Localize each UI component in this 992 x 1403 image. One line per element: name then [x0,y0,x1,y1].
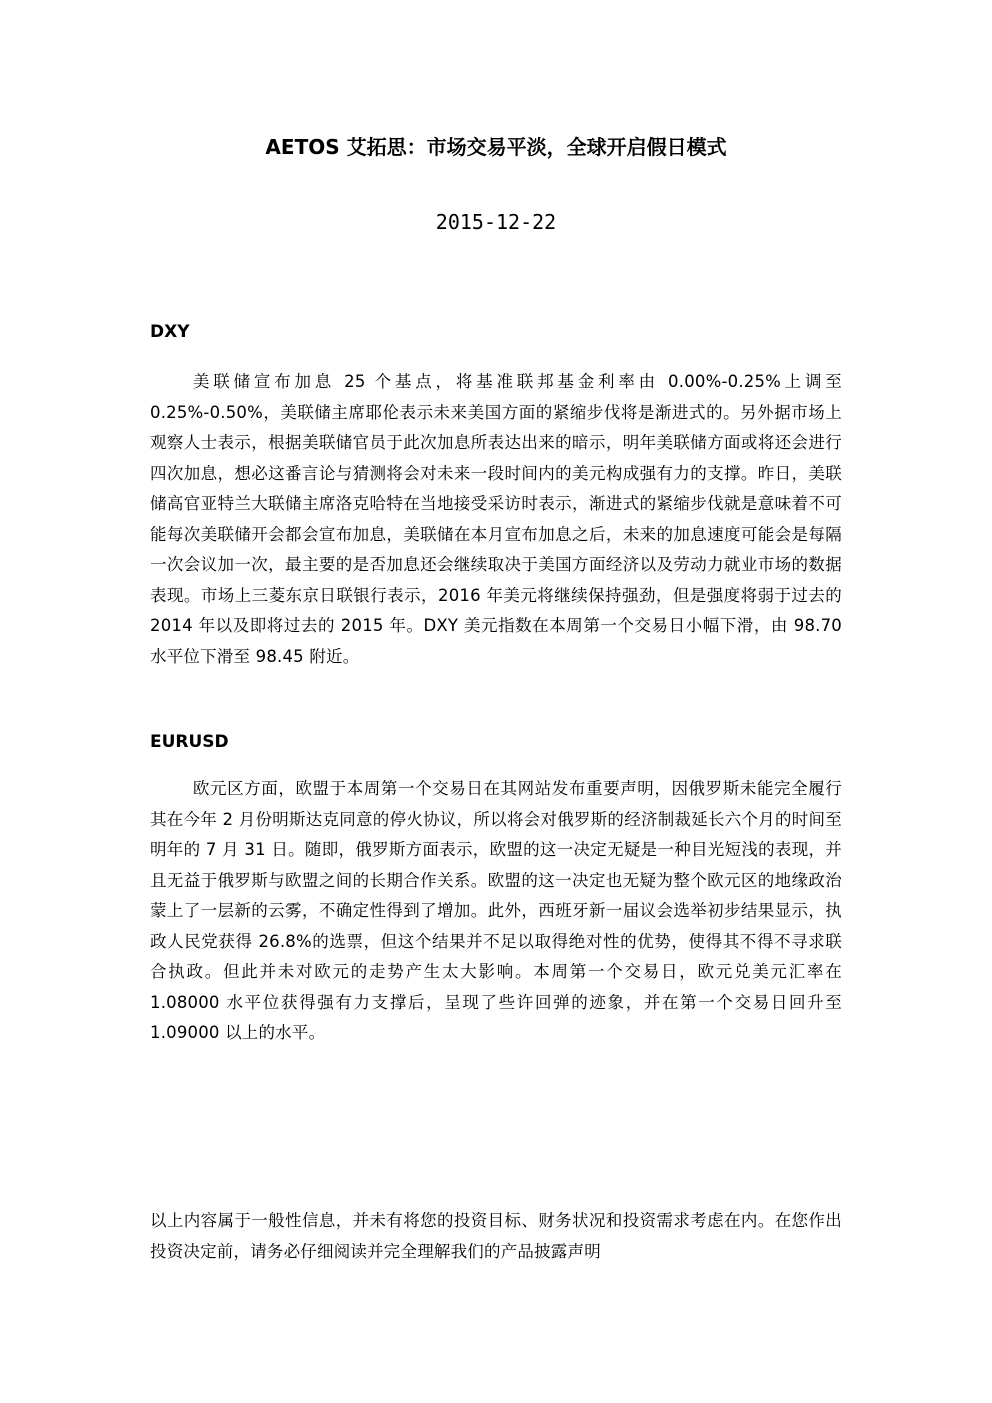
section-body-dxy: 美联储宣布加息 25 个基点，将基准联邦基金利率由 0.00%-0.25%上调至 0.25%-0.50%，美联储主席耶伦表示未来美国方面的紧缩步伐将是渐进式的。另外据市场上观察人士表示，根据美联储官员于此次加息所表达出来的暗示，明年美联储方面或将还会进行四次加息，想必这番言论与猜测将会对未来一段时间内的美元构成强有力的支撑。昨日，美联储高官亚特兰大联储主席洛克哈特在当地接受采访时表示，渐进式的紧缩步伐就是意味着不可能每次美联储开会都会宣布加息，美联储在本月宣布加息之后，未来的加息速度可能会是每隔一次会议加一次，最主要的是否加息还会继续取决于美国方面经济以及劳动力就业市场的数据表现。市场上三菱东京日联银行表示，2016 年美元将继续保持强劲，但是强度将弱于过去的 2014 年以及即将过去的 2015 年。DXY 美元指数在本周第一个交易日小幅下滑，由 98.70 水平位下滑至 98.45 附近。 [150,372,842,666]
section-body-eurusd: 欧元区方面，欧盟于本周第一个交易日在其网站发布重要声明，因俄罗斯未能完全履行其在今年 2 月份明斯达克同意的停火协议，所以将会对俄罗斯的经济制裁延长六个月的时间至明年的 7 月 31 日。随即，俄罗斯方面表示，欧盟的这一决定无疑是一种目光短浅的表现，并且无益于俄罗斯与欧盟之间的长期合作关系。欧盟的这一决定也无疑为整个欧元区的地缘政治蒙上了一层新的云雾，不确定性得到了增加。此外，西班牙新一届议会选举初步结果显示，执政人民党获得 26.8%的选票，但这个结果并不足以取得绝对性的优势，使得其不得不寻求联合执政。但此并未对欧元的走势产生太大影响。本周第一个交易日，欧元兑美元汇率在 1.08000 水平位获得强有力支撑后，呈现了些许回弹的迹象，并在第一个交易日回升至 1.09000 以上的水平。 [150,779,842,1042]
disclaimer-text: 以上内容属于一般性信息，并未有将您的投资目标、财务状况和投资需求考虑在内。在您作出投资决定前，请务必仔细阅读并完全理解我们的产品披露声明 [150,1211,842,1261]
document-date: 2015-12-22 [435,210,557,234]
document-title: AETOS 艾拓思：市场交易平淡，全球开启假日模式 [265,135,727,159]
section-heading-eurusd: EURUSD [150,732,229,752]
section-heading-dxy: DXY [150,322,190,342]
